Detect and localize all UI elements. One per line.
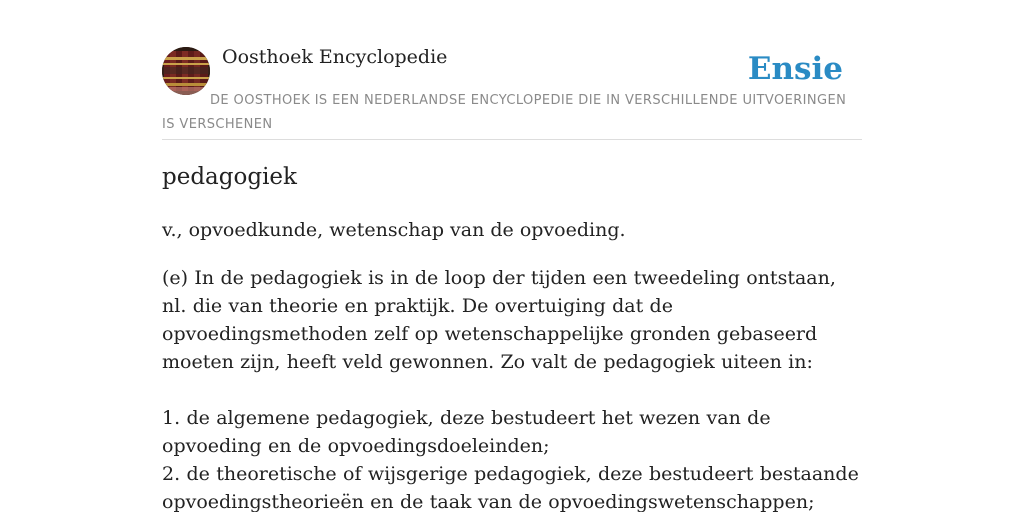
source-tagline: DE OOSTHOEK IS EEN NEDERLANDSE ENCYCLOPEDIE DIE IN VERSCHILLENDE UITVOERINGEN IS VERSCHENEN	[162, 93, 847, 132]
paragraph-gap	[162, 376, 862, 404]
entry-body	[162, 264, 862, 512]
entry-paragraph: (e) In de pedagogiek is in de loop der tijden een tweedeling ontstaan, nl. die van theorie en praktijk. De overtuiging dat de opvoedingsmethoden zelf op wetenschappelijke gronden gebaseerd moeten zijn, heeft veld gewonnen. Zo valt de pedagogiek uiteen in:	[162, 267, 836, 373]
list-item: 1. de algemene pedagogiek, deze bestudeert het wezen van de opvoeding en de opvoedingsdoeleinden;	[162, 407, 771, 457]
entry-title: pedagogiek	[162, 164, 297, 190]
source-header	[162, 0, 862, 140]
article-page	[162, 0, 862, 512]
list-item: 2. de theoretische of wijsgerige pedagogiek, deze bestudeert bestaande opvoedingstheorieën en de taak van de opvoedingswetenschappen;	[162, 463, 859, 512]
source-title[interactable]: Oosthoek Encyclopedie	[222, 46, 448, 68]
entry-definition: v., opvoedkunde, wetenschap van de opvoeding.	[162, 219, 626, 241]
brand-logo[interactable]: Ensie	[747, 51, 843, 87]
books-icon[interactable]	[162, 47, 210, 95]
